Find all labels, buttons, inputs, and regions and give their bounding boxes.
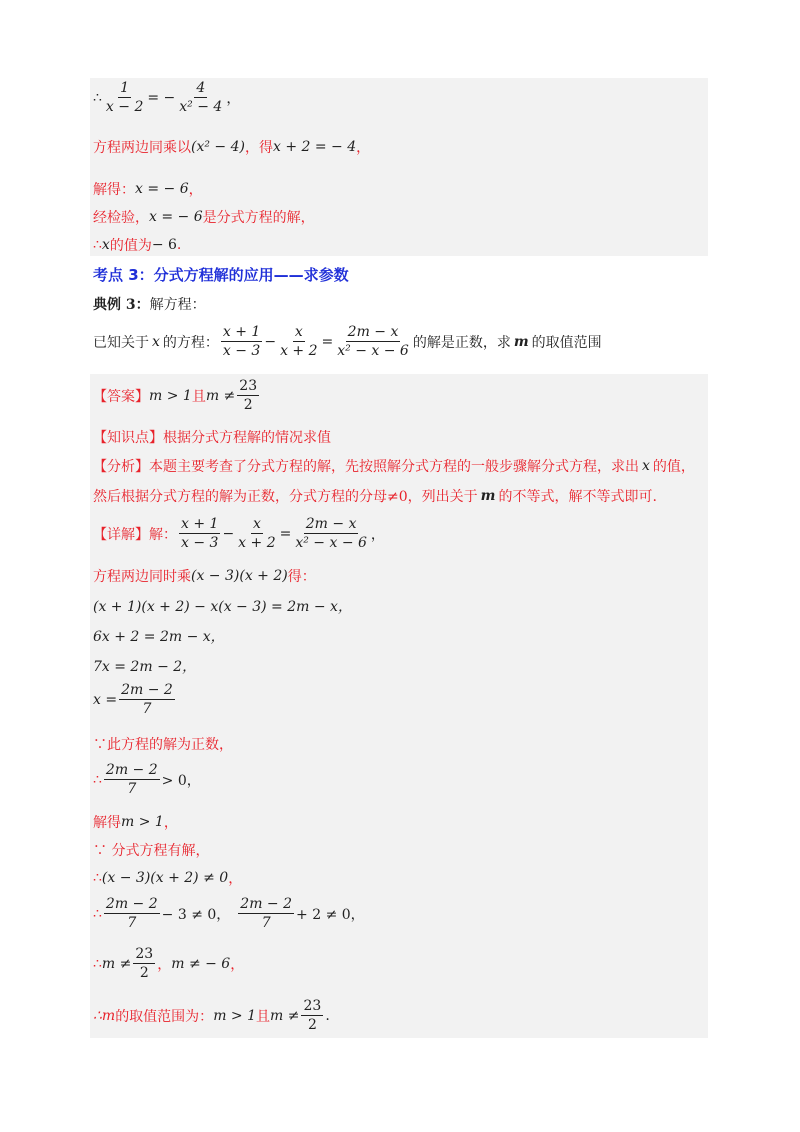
text: 是分式方程的解， — [202, 210, 315, 226]
detail-line-14 — [93, 998, 330, 1033]
numerator: 2m − x — [346, 324, 401, 342]
denominator: 2 — [243, 397, 253, 414]
numerator: 23 — [237, 378, 259, 396]
text: 的值， — [652, 459, 695, 475]
math-expression: m ≠ — [270, 1007, 300, 1024]
prev-line-1 — [93, 80, 240, 115]
fraction — [335, 324, 411, 359]
detail-line-12 — [93, 896, 365, 931]
detail-line-1 — [93, 516, 385, 551]
therefore-symbol: ∴ — [93, 771, 102, 788]
punct: ， — [163, 815, 178, 831]
text: 的不等式，解不等式即可. — [498, 489, 657, 505]
numerator: 23 — [301, 998, 323, 1016]
therefore-symbol: ∴ — [93, 89, 102, 106]
variable: x — [101, 237, 110, 253]
text: 的方程： — [162, 334, 219, 351]
numerator: x — [251, 516, 263, 534]
math-expression: 7x = 2m − 2， — [93, 659, 197, 675]
fraction — [104, 80, 145, 115]
denominator: x + 2 — [280, 343, 318, 360]
denominator: x − 3 — [222, 343, 261, 360]
detail-tag: 【详解】 — [93, 526, 149, 543]
detail-line-3 — [93, 596, 352, 616]
punct: ， — [188, 182, 203, 198]
punct: ， — [230, 956, 245, 973]
math-expression: m ≠ − 6 — [171, 955, 231, 972]
fraction — [179, 516, 220, 551]
analysis-tag: 【分析】 — [93, 459, 149, 475]
variable: x — [152, 333, 160, 350]
math-expression: + 2 ≠ 0， — [296, 906, 365, 923]
text: 的取值范围为： — [115, 1008, 214, 1025]
fraction — [221, 324, 262, 359]
detail-line-7 — [93, 734, 233, 754]
denominator: 2 — [139, 965, 149, 982]
answer-tag: 【答案】 — [93, 388, 149, 405]
punct: . — [325, 1007, 330, 1024]
variable: x — [642, 458, 650, 474]
math-expression: x = — [93, 691, 118, 708]
punct: ， — [228, 871, 243, 887]
prev-line-3 — [93, 179, 203, 199]
fraction — [119, 682, 175, 717]
denominator: x + 2 — [238, 535, 276, 552]
denominator: 7 — [127, 915, 137, 932]
text: 的取值范围 — [531, 334, 602, 351]
denominator: x² − x − 6 — [295, 535, 367, 552]
denominator: 7 — [261, 915, 271, 932]
text: ，得 — [244, 140, 273, 156]
detail-line-9 — [93, 812, 178, 832]
denominator: 2 — [307, 1017, 317, 1034]
math-expression: x + 2 = − 4 — [272, 139, 357, 155]
text: 然后根据分式方程的解为正数，分式方程的分母≠0，列出关于 — [93, 489, 478, 505]
example-label: 典例 3： — [93, 297, 150, 313]
denominator: x² − 4 — [179, 99, 223, 116]
text: ∵ 分式方程有解， — [93, 843, 210, 859]
math-expression: m > 1 — [213, 1007, 257, 1024]
knowledge-text: 根据分式方程解的情况求值 — [163, 430, 331, 446]
text: 方程两边同乘以 — [93, 140, 191, 156]
numerator: x + 1 — [179, 516, 220, 534]
knowledge-tag: 【知识点】 — [93, 430, 163, 446]
punct: ， — [226, 90, 241, 107]
text: 本题主要考查了分式方程的解，先按照解分式方程的一般步骤解分式方程，求出 — [149, 459, 639, 475]
detail-line-8 — [93, 762, 201, 797]
punct: ， — [356, 140, 371, 156]
prev-line-5 — [93, 235, 181, 255]
math-expression: (x + 1)(x + 2) − x(x − 3) = 2m − x， — [93, 599, 352, 615]
section-title — [93, 264, 349, 285]
math-expression: − 3 ≠ 0， — [161, 906, 231, 923]
text: 经检验， — [93, 210, 149, 226]
detail-line-11 — [93, 868, 242, 888]
numerator: 2m − 2 — [104, 896, 160, 914]
text: 解方程： — [149, 297, 206, 313]
denominator: 7 — [127, 781, 137, 798]
numerator: 1 — [118, 80, 131, 98]
denominator: x² − x − 6 — [337, 343, 409, 360]
text: 解得 — [93, 815, 121, 831]
math-expression: x = − 6 — [149, 209, 203, 225]
numerator: 23 — [133, 946, 155, 964]
text: 已知关于 — [93, 334, 149, 351]
operator: − — [222, 525, 235, 542]
text: 且 — [256, 1008, 271, 1025]
detail-line-5 — [93, 656, 196, 676]
fraction — [133, 946, 155, 981]
numerator: 4 — [194, 80, 207, 98]
example-question — [93, 324, 602, 359]
fraction — [293, 516, 369, 551]
math-expression: m > 1 — [121, 814, 164, 830]
equals-minus: = − — [147, 89, 176, 106]
detail-line-13 — [93, 946, 244, 981]
math-expression: m ≠ — [205, 387, 236, 404]
fraction — [278, 324, 319, 359]
variable: m — [513, 333, 529, 350]
fraction — [104, 762, 160, 797]
therefore-symbol: ∴ — [93, 870, 102, 886]
numerator: 2m − 2 — [238, 896, 294, 914]
text: 的解是正数，求 — [412, 334, 511, 351]
math-expression: m ≠ — [101, 955, 132, 972]
answer-line — [93, 378, 261, 413]
math-expression: > 0， — [161, 772, 201, 789]
fraction — [237, 378, 259, 413]
analysis-line-1 — [93, 456, 695, 476]
text: 方程两边同时乘 — [93, 569, 191, 585]
therefore-symbol: ∴ — [93, 905, 102, 922]
value: − 6 — [151, 237, 177, 253]
operator: = — [321, 333, 334, 350]
fraction — [177, 80, 224, 115]
text: 的值为 — [109, 238, 152, 254]
therefore-symbol: ∴ — [93, 237, 102, 253]
numerator: x — [293, 324, 305, 342]
section-title-text: 考点 3：分式方程解的应用——求参数 — [93, 266, 349, 284]
punct: ， — [157, 956, 172, 973]
punct: . — [176, 237, 182, 253]
therefore-symbol: ∴m — [93, 1007, 116, 1024]
fraction — [104, 896, 160, 931]
math-expression: x = − 6 — [135, 181, 189, 197]
prev-line-4 — [93, 207, 315, 227]
math-expression: m > 1 — [149, 387, 192, 404]
text: 且 — [191, 388, 206, 405]
denominator: x − 2 — [105, 99, 144, 116]
math-expression: (x² − 4) — [191, 139, 245, 155]
operator: − — [264, 333, 277, 350]
math-expression: (x − 3)(x + 2) ≠ 0 — [101, 870, 229, 886]
text: ∵此方程的解为正数， — [93, 737, 233, 753]
numerator: x + 1 — [221, 324, 262, 342]
fraction — [236, 516, 277, 551]
operator: = — [279, 525, 292, 542]
text: 解： — [149, 526, 177, 543]
detail-line-2 — [93, 566, 316, 586]
math-expression: (x − 3)(x + 2) — [191, 568, 288, 584]
prev-line-2 — [93, 137, 370, 157]
denominator: 7 — [142, 701, 152, 718]
fraction — [238, 896, 294, 931]
variable: m — [480, 488, 496, 504]
math-expression: 6x + 2 = 2m − x， — [93, 629, 225, 645]
denominator: x − 3 — [181, 535, 219, 552]
numerator: 2m − x — [304, 516, 359, 534]
text: 解得： — [93, 182, 135, 198]
detail-line-6 — [93, 682, 177, 717]
detail-line-10 — [93, 840, 209, 860]
therefore-symbol: ∴ — [93, 955, 102, 972]
detail-line-4 — [93, 626, 225, 646]
example-label-line — [93, 294, 206, 314]
analysis-line-2 — [93, 486, 657, 506]
punct: ， — [370, 526, 385, 543]
numerator: 2m − 2 — [119, 682, 175, 700]
text: 得： — [287, 569, 316, 585]
numerator: 2m − 2 — [104, 762, 160, 780]
knowledge-line — [93, 427, 331, 447]
fraction — [301, 998, 323, 1033]
